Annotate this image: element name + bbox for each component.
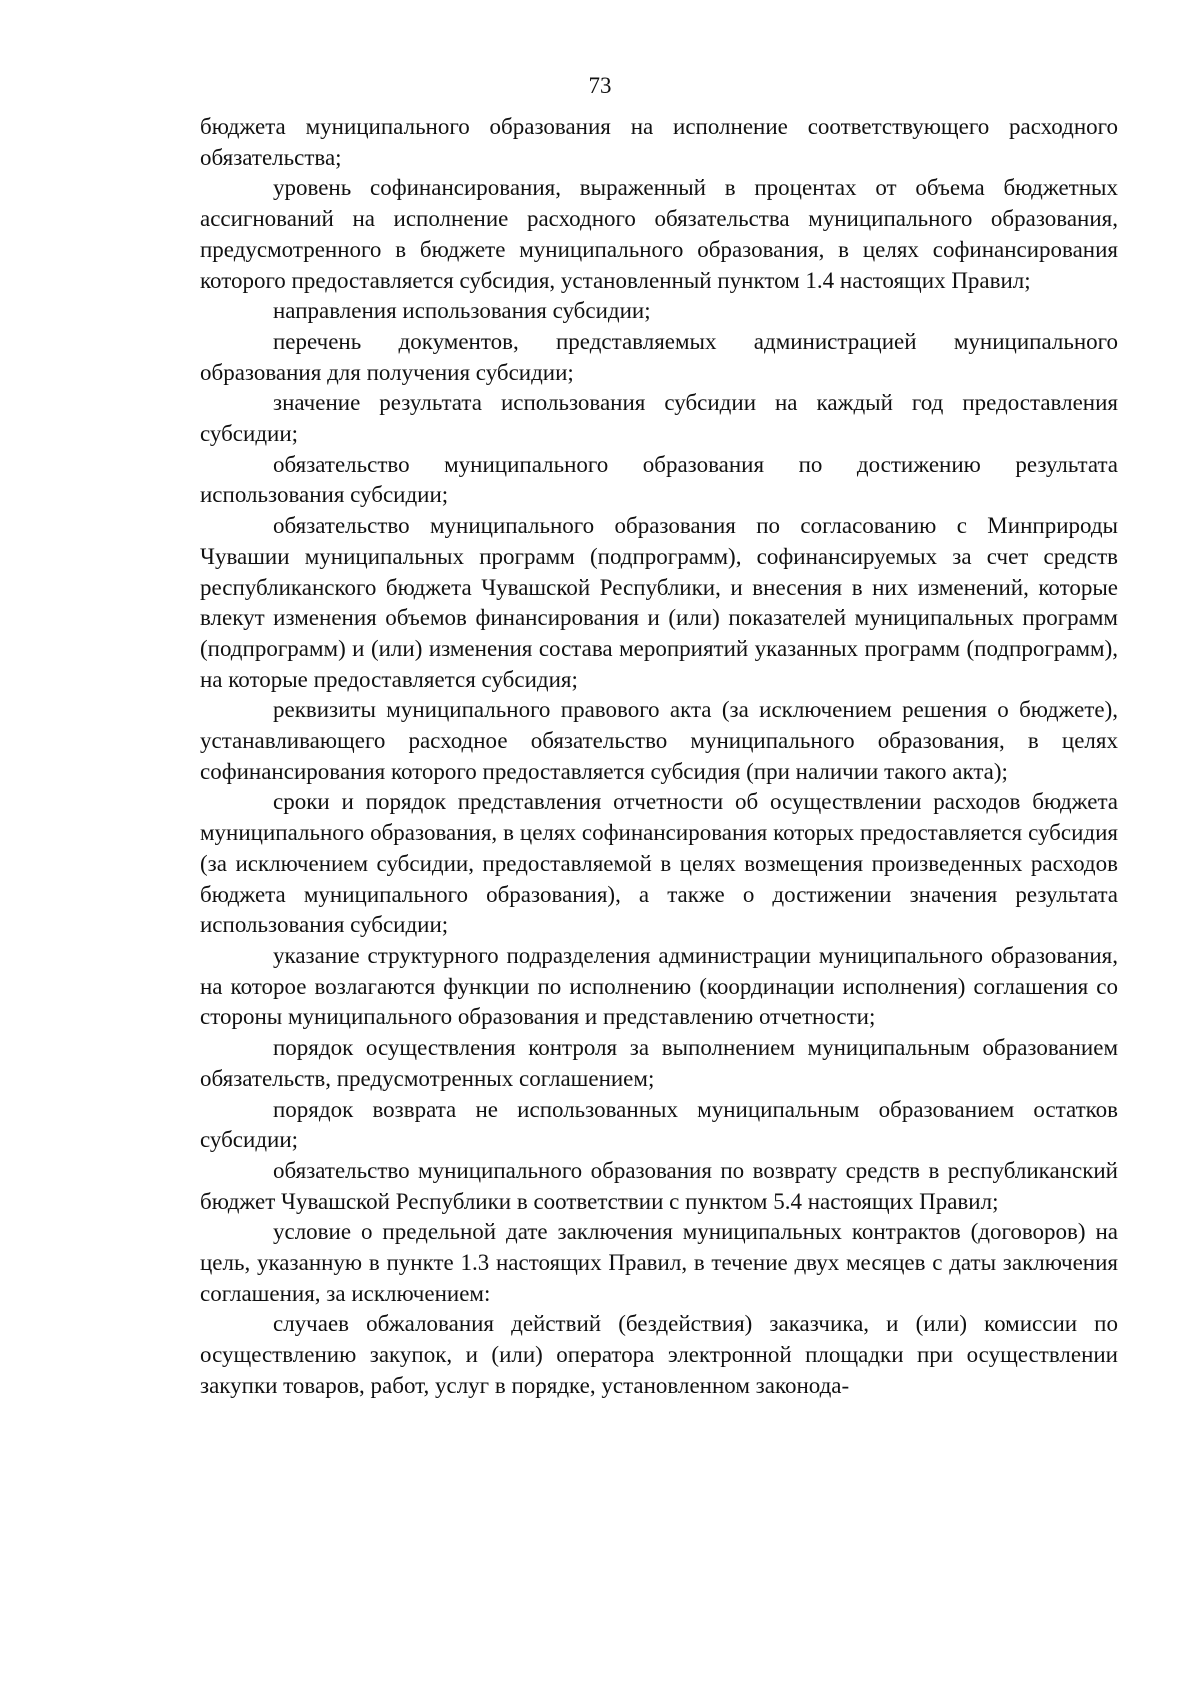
paragraph: перечень документов, представляемых администрацией муниципального образования для получения субсидии; bbox=[200, 328, 1118, 385]
paragraph: значение результата использования субсидии на каждый год предоставления субсидии; bbox=[200, 390, 1118, 447]
paragraph: обязательство муниципального образования по возврату средств в республиканский бюджет Чувашской Республики в соответствии с пунктом 5.4 настоящих Правил; bbox=[200, 1157, 1118, 1214]
page-number: 73 bbox=[588, 73, 612, 98]
paragraph: обязательство муниципального образования по достижению результата использования субсидии; bbox=[200, 451, 1118, 508]
paragraph: случаев обжалования действий (бездействия) заказчика, и (или) комиссии по осуществлению закупок, и (или) оператора электронной площадки при осуществлении закупки товаров, работ, услуг в порядке, установленном законода- bbox=[200, 1311, 1118, 1398]
paragraph: уровень софинансирования, выраженный в процентах от объема бюджетных ассигнований на исполнение расходного обязательства муниципального образования, предусмотренного в бюджете муниципального образования, в целях софинансирования которого предоставляется субсидия, установленный пунктом 1.4 настоящих Правил; bbox=[200, 175, 1118, 293]
paragraph: условие о предельной дате заключения муниципальных контрактов (договоров) на цель, указанную в пункте 1.3 настоящих Правил, в течение двух месяцев с даты заключения соглашения, за исключением: bbox=[200, 1219, 1118, 1306]
paragraph: бюджета муниципального образования на исполнение соответствующего расходного обязательства; bbox=[200, 114, 1118, 170]
paragraph: обязательство муниципального образования по согласованию с Минприроды Чувашии муниципальных программ (подпрограмм), софинансируемых за счет средств республиканского бюджета Чувашской Республики, и внесения в них изменений, которые влекут изменения объемов финансирования и (или) показателей муниципальных программ (подпрограмм) и (или) изменения состава мероприятий указанных программ (подпрограмм), на которые предоставляется субсидия; bbox=[200, 513, 1118, 692]
paragraph: указание структурного подразделения администрации муниципального образования, на которое возлагаются функции по исполнению (координации исполнения) соглашения со стороны муниципального образования и представлению отчетности; bbox=[200, 942, 1118, 1030]
paragraph: сроки и порядок представления отчетности об осуществлении расходов бюджета муниципального образования, в целях софинансирования которых предоставляется субсидия (за исключением субсидии, предоставляемой в целях возмещения произведенных расходов бюджета муниципального образования), а также о достижении значения результата использования субсидии; bbox=[200, 789, 1118, 938]
paragraph: порядок осуществления контроля за выполнением муниципальным образованием обязательств, предусмотренных соглашением; bbox=[200, 1035, 1118, 1091]
paragraph: порядок возврата не использованных муниципальным образованием остатков субсидии; bbox=[200, 1096, 1118, 1153]
document-body bbox=[200, 112, 1118, 1402]
paragraph: направления использования субсидии; bbox=[273, 298, 651, 324]
paragraph: реквизиты муниципального правового акта (за исключением решения о бюджете), устанавливающего расходное обязательство муниципального образования, в целях софинансирования которого предоставляется субсидия (при наличии такого акта); bbox=[200, 697, 1118, 784]
